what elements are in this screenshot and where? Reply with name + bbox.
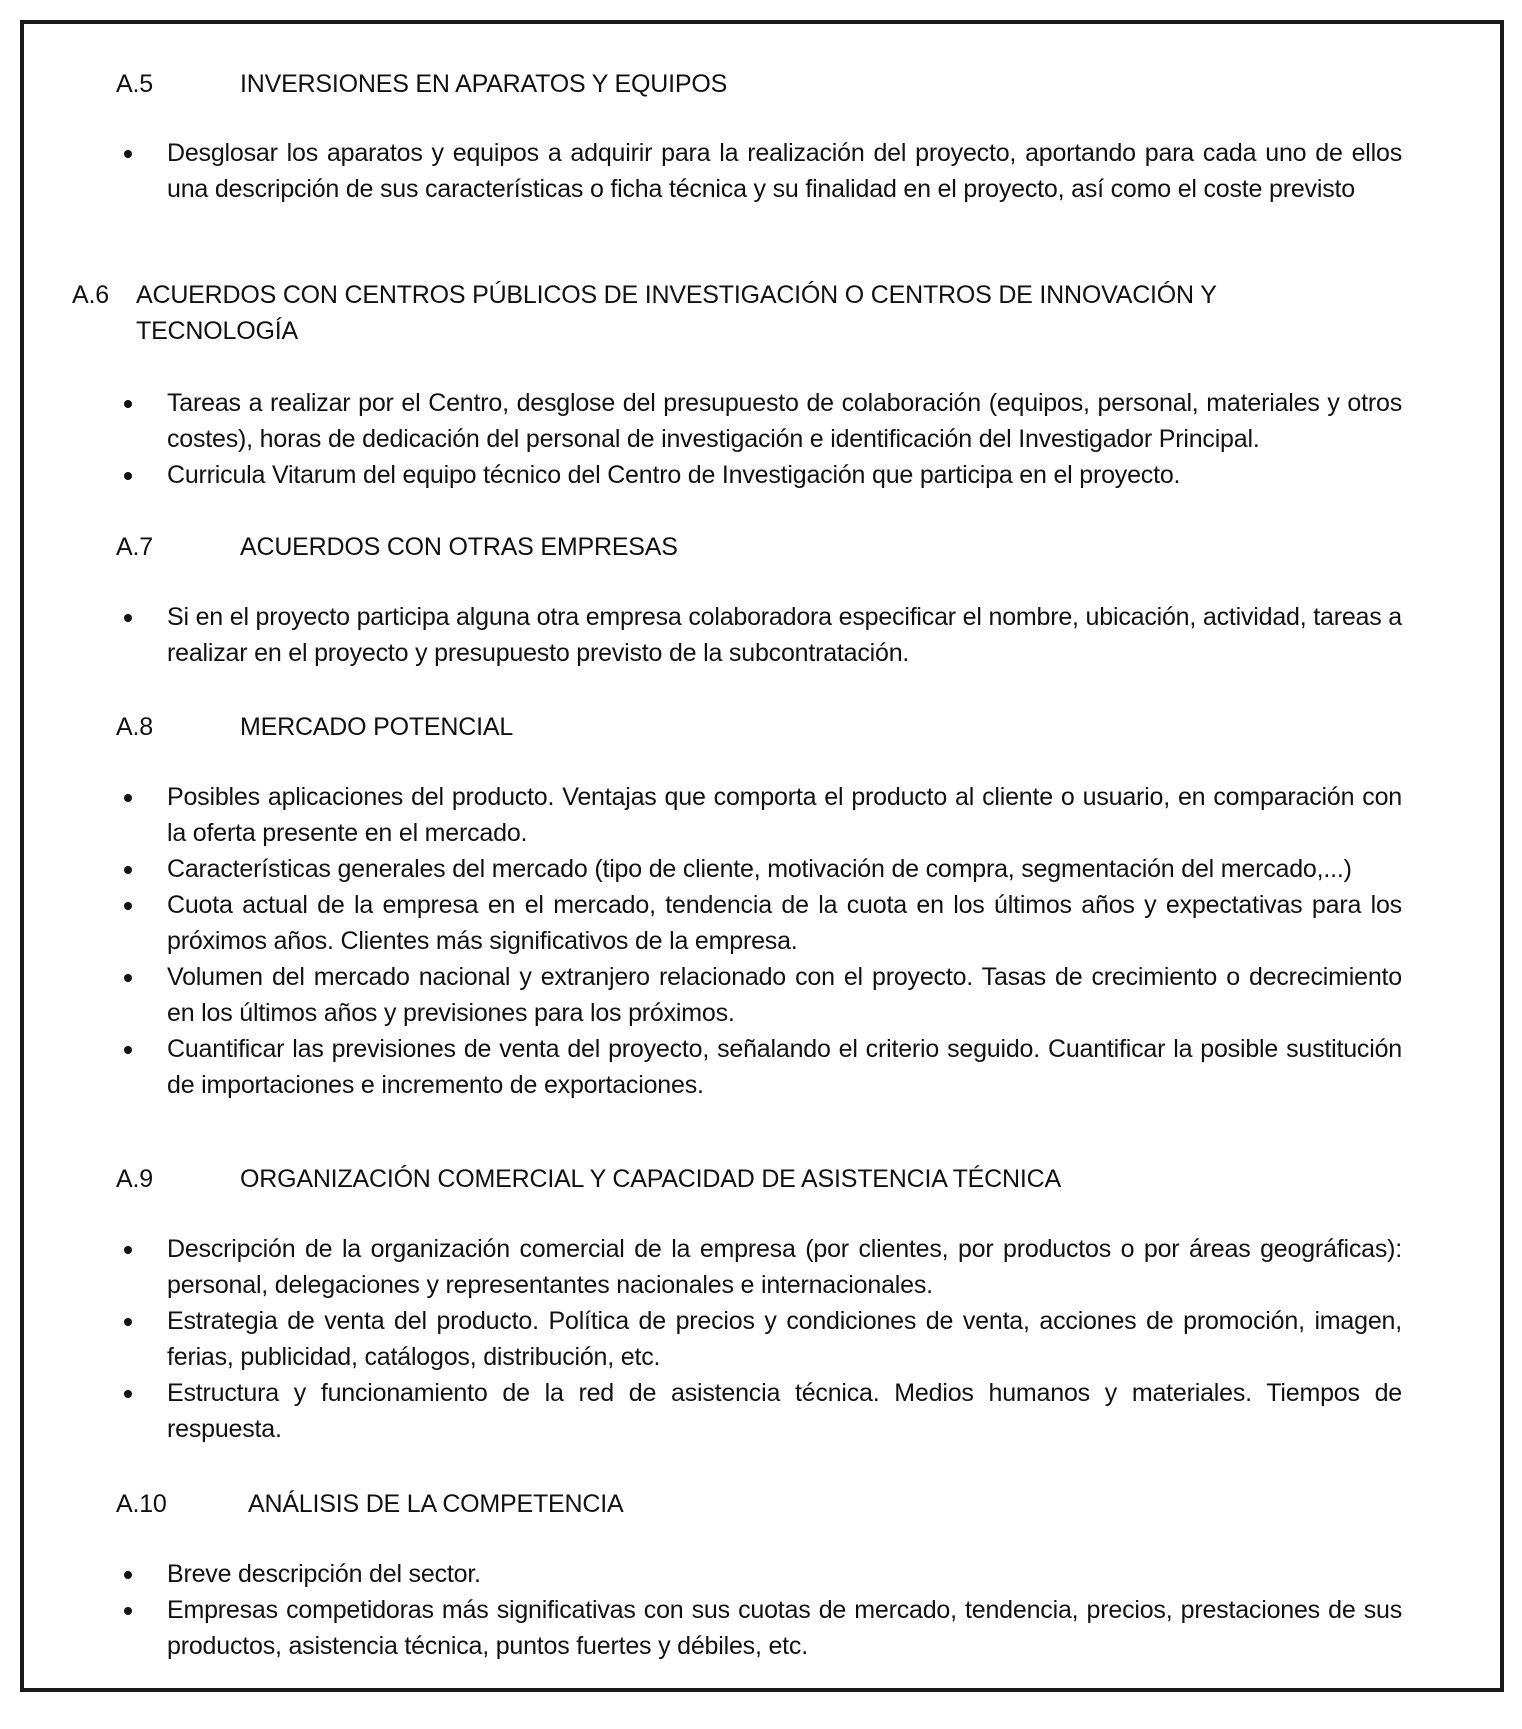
list-item: Empresas competidoras más significativas con sus cuotas de mercado, tendencia, precios, prestaciones de sus productos, asistencia técnica, puntos fuertes y débiles, etc.: [24, 1592, 1500, 1664]
list-item: Curricula Vitarum del equipo técnico del Centro de Investigación que participa en el proyecto.: [24, 457, 1500, 493]
bullet-icon: [124, 866, 132, 874]
section-title: ACUERDOS CON CENTROS PÚBLICOS DE INVESTIGACIÓN O CENTROS DE INNOVACIÓN Y TECNOLOGÍA: [136, 281, 1217, 345]
bullet-icon: [124, 614, 132, 622]
list-item: Breve descripción del sector.: [24, 1556, 1500, 1592]
bullet-icon: [124, 1246, 132, 1254]
section-title: ORGANIZACIÓN COMERCIAL Y CAPACIDAD DE ASISTENCIA TÉCNICA: [240, 1165, 1061, 1193]
list-item: Descripción de la organización comercial de la empresa (por clientes, por productos o por áreas geográficas): personal, delegaciones y representantes nacionales e internacionales.: [24, 1231, 1500, 1303]
list-item: Si en el proyecto participa alguna otra empresa colaboradora especificar el nombre, ubicación, actividad, tareas a realizar en el proyecto y presupuesto previsto de la subcontratación.: [24, 599, 1500, 671]
bullet-icon: [124, 1571, 132, 1579]
bullet-list-a9: [24, 1231, 1500, 1447]
section-number: A.8: [116, 713, 153, 741]
section-heading-a6: [24, 277, 1500, 349]
bullet-list-a7: [24, 599, 1500, 671]
bullet-icon: [124, 150, 132, 158]
bullet-icon: [124, 472, 132, 480]
section-title: ANÁLISIS DE LA COMPETENCIA: [248, 1490, 624, 1518]
list-item: Volumen del mercado nacional y extranjero relacionado con el proyecto. Tasas de crecimiento o decrecimiento en los últimos años y previsiones para los próximos.: [24, 959, 1500, 1031]
bullet-list-a5: [24, 135, 1500, 207]
list-item: Estructura y funcionamiento de la red de asistencia técnica. Medios humanos y materiales. Tiempos de respuesta.: [24, 1375, 1500, 1447]
list-item: Cuota actual de la empresa en el mercado, tendencia de la cuota en los últimos años y expectativas para los próximos años. Clientes más significativos de la empresa.: [24, 887, 1500, 959]
bullet-icon: [124, 400, 132, 408]
list-item: Cuantificar las previsiones de venta del proyecto, señalando el criterio seguido. Cuantificar la posible sustitución de importaciones e incremento de exportaciones.: [24, 1031, 1500, 1103]
section-number: A.7: [116, 533, 153, 561]
bullet-icon: [124, 1390, 132, 1398]
bullet-list-a10: [24, 1556, 1500, 1664]
bullet-icon: [124, 974, 132, 982]
bullet-icon: [124, 1607, 132, 1615]
bullet-icon: [124, 1046, 132, 1054]
list-item: Posibles aplicaciones del producto. Ventajas que comporta el producto al cliente o usuario, en comparación con la oferta presente en el mercado.: [24, 779, 1500, 851]
section-number: A.10: [116, 1490, 167, 1518]
bullet-icon: [124, 794, 132, 802]
list-item: Tareas a realizar por el Centro, desglose del presupuesto de colaboración (equipos, personal, materiales y otros costes), horas de dedicación del personal de investigación e identificación del Investigador Principal.: [24, 385, 1500, 457]
section-title: MERCADO POTENCIAL: [240, 713, 514, 741]
section-title: INVERSIONES EN APARATOS Y EQUIPOS: [240, 70, 728, 98]
list-item: Desglosar los aparatos y equipos a adquirir para la realización del proyecto, aportando para cada uno de ellos una descripción de sus características o ficha técnica y su finalidad en el proyecto, así como el coste previsto: [24, 135, 1500, 207]
list-item: Estrategia de venta del producto. Política de precios y condiciones de venta, acciones de promoción, imagen, ferias, publicidad, catálogos, distribución, etc.: [24, 1303, 1500, 1375]
section-title: ACUERDOS CON OTRAS EMPRESAS: [240, 533, 678, 561]
section-number: A.5: [116, 70, 153, 98]
section-number: A.9: [116, 1165, 153, 1193]
bullet-icon: [124, 1318, 132, 1326]
document-frame: [20, 20, 1504, 1692]
list-item: Características generales del mercado (tipo de cliente, motivación de compra, segmentación del mercado,...): [24, 851, 1500, 887]
bullet-list-a8: [24, 779, 1500, 1103]
bullet-list-a6: [24, 385, 1500, 493]
bullet-icon: [124, 902, 132, 910]
section-number: A.6: [72, 281, 109, 309]
